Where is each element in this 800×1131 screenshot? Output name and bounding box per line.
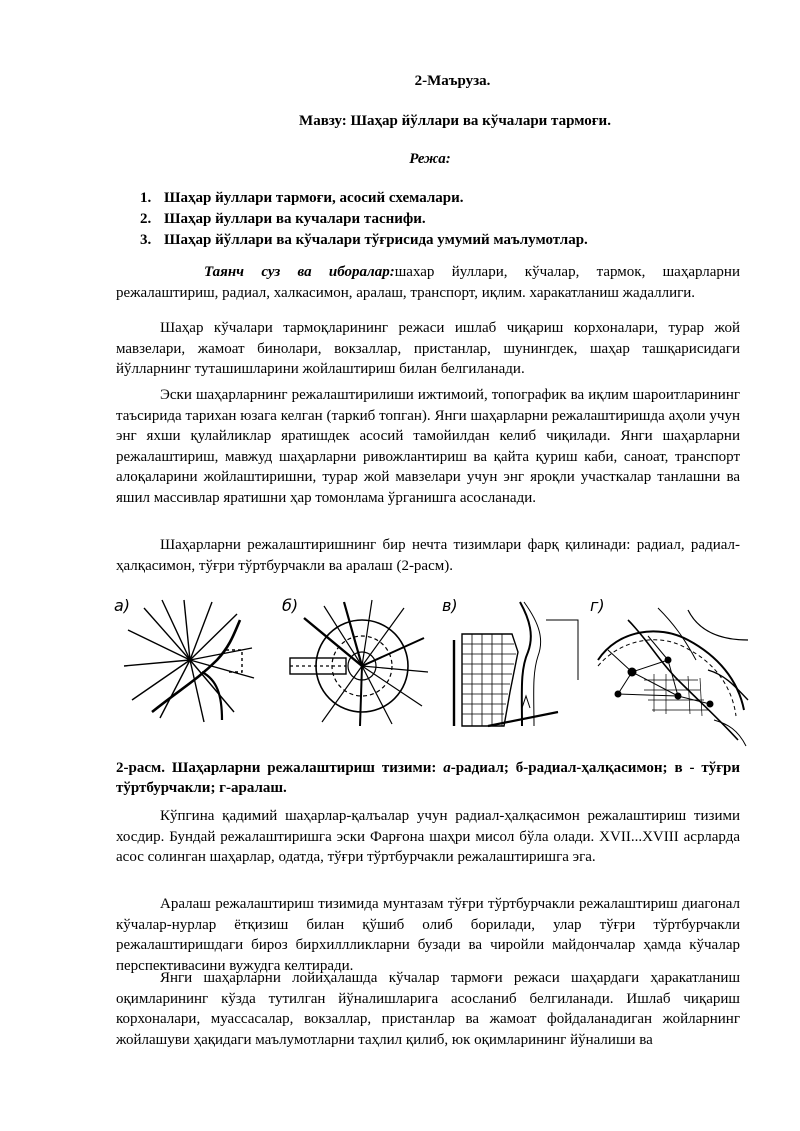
paragraph-text: Шаҳар кўчалари тармоқларининг режаси ишлаб чиқариш корхоналари, турар жой мавзелари, жамоат бинолари, вокзаллар, пристанлар, шунингдек, шаҳар ташқарисидаги йўлларнинг туташишларини жойлаштириш билан белгиланади. (116, 320, 740, 377)
caption-a: а (443, 760, 451, 776)
topic-title: Мавзу: Шаҳар йўллари ва кўчалари тармоғи. (299, 113, 611, 129)
paragraph-text: Аралаш режалаштириш тизимида мунтазам тўғри тўртбурчакли режалаштириш диагонал кўчалар-нурлар ётқизиш билан қўшиб олиб борилади, улар тўғри тўртбурчакли режалаштиришдаги бироз бирхиллликларни бузади ва чиройли майдончалар ҳамда кўчалар перспективасини вужудга келтиради. (116, 896, 740, 974)
figure-label-b: б) (282, 596, 299, 615)
paragraph-text: Эски шаҳарларнинг режалаштирилиши ижтимоий, топографик ва иқлим шароитларининг таъсирида тарихан юзага келган (таркиб топган). Янги шаҳарларни режалаштиришда аҳоли учун энг яхши қулайликлар яратишдек асосий тамойилдан келиб чиқилади. Янги шаҳарларни режалаштириш, мавжуд шаҳарларни ривожлантириш ва қайта қуриш каби, саноат, транспорт алоқаларини жойлаштиришни, турар жой мавзелари учун энг яроқли участкалар танлашни ва яшил массивлар яратишни ҳар томонлама ўрганишга асосланади. (116, 387, 740, 506)
keywords-label: Таянч суз ва иборалар: (204, 264, 395, 280)
radial-scheme (122, 600, 262, 724)
lecture-number: 2-Маъруза. (414, 73, 491, 89)
plan-title: Режа: (409, 151, 451, 167)
keywords-text: шахар йуллари, кўчалар, тармок, шаҳарларни режалаштириш, радиал, халкасимон, аралаш, транспорт, иқлим. харакатланиш жадаллиги. (116, 264, 740, 301)
plan-item-number: 1. (140, 190, 152, 206)
plan-item (140, 188, 588, 209)
planning-schemes-figure (112, 594, 752, 754)
keywords-paragraph (116, 262, 740, 303)
body-paragraph (116, 385, 740, 508)
plan-item (140, 230, 588, 251)
figure-label-g: г) (590, 596, 605, 615)
plan-list (140, 188, 588, 251)
mixed-scheme (588, 600, 752, 750)
plan-item-text: Шаҳар йуллари ва кучалари таснифи. (164, 211, 426, 227)
body-paragraph (116, 968, 740, 1050)
figure-caption (116, 758, 740, 798)
paragraph-text: Янги шаҳарларни лойиҳалашда кўчалар тармоғи режаси шаҳардаги ҳаракатланиш оқимларининг кўзда тутилган йўналишларига асосланиб белгиланади. Ишлаб чиқариш корхоналари, муассасалар, вокзаллар, пристанлар ва жамоат фойдаланадиган жойларнинг жойлашуви ҳақидаги маълумотларни таҳлил қилиб, юк оқимларининг йўналиши ва (116, 970, 740, 1048)
body-paragraph (116, 894, 740, 976)
figure-label-v: в) (442, 596, 458, 615)
plan-item-text: Шаҳар йўллари ва кўчалари тўғрисида умумий маълумотлар. (164, 232, 588, 248)
caption-text: -радиал; б-радиал-ҳалқасимон; в - тўғри тўртбурчакли; г-аралаш. (116, 760, 740, 796)
body-paragraph (116, 318, 740, 380)
plan-item-number: 2. (140, 211, 152, 227)
body-paragraph (116, 806, 740, 868)
plan-item (140, 209, 588, 230)
radial-ring-scheme (284, 600, 430, 728)
caption-lead: 2-расм. Шаҳарларни режалаштириш тизими: (116, 760, 444, 776)
rectangular-scheme (448, 600, 588, 730)
plan-item-number: 3. (140, 232, 152, 248)
body-paragraph (116, 535, 740, 576)
plan-item-text: Шаҳар йуллари тармоғи, асосий схемалари. (164, 190, 464, 206)
figure-label-a: а) (114, 596, 131, 615)
paragraph-text: Кўпгина қадимий шаҳарлар-қалъалар учун радиал-ҳалқасимон режалаштириш тизими хосдир. Бундай режалаштиришга эски Фарғона шаҳри мисол бўла олади. XVII...XVIII асрларда асос солинган шаҳарлар, одатда, тўғри тўртбурчакли режалаштиришга эга. (116, 808, 740, 865)
paragraph-text: Шаҳарларни режалаштиришнинг бир нечта тизимлари фарқ қилинади: радиал, радиал-ҳалқасимон, тўғри тўртбурчакли ва аралаш (2-расм). (116, 537, 740, 574)
